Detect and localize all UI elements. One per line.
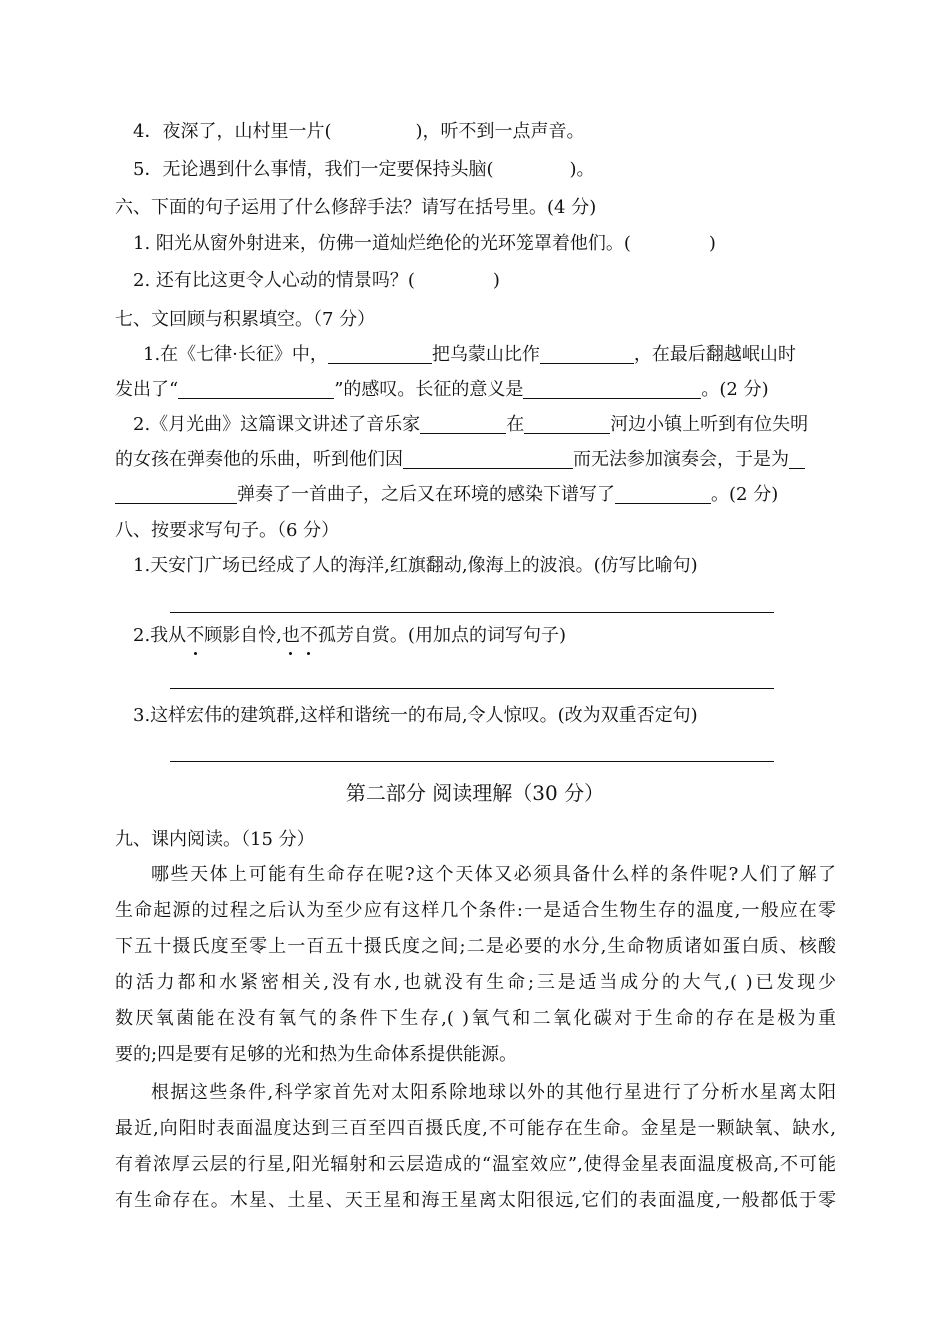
q7-2-text-f: 弹奏了一首曲子，之后又在环境的感染下谱写了 bbox=[237, 484, 615, 505]
q7-2-text-e: 而无法参加演奏会，于是为 bbox=[573, 449, 789, 470]
q6-1-text: 1. 阳光从窗外射进来，仿佛一道灿烂绝伦的光环笼罩着他们。( bbox=[133, 233, 631, 254]
q7-1-blank-2[interactable] bbox=[540, 343, 634, 364]
q6-2-close: ) bbox=[492, 270, 500, 291]
q7-2-blank-2[interactable] bbox=[524, 413, 610, 434]
answer-line-8-2[interactable] bbox=[170, 688, 774, 689]
answer-line-8-3[interactable] bbox=[170, 761, 774, 762]
q5-5-text-end: )。 bbox=[569, 159, 595, 180]
q5-4-text-end: )，听不到一点声音。 bbox=[415, 121, 585, 142]
q7-1-text-c: ，在最后翻越岷山时 bbox=[633, 344, 796, 365]
q7-2-text-b: 在 bbox=[506, 414, 525, 435]
q7-1-blank-4[interactable] bbox=[523, 378, 701, 399]
q8-2-text-a: 2.我从 bbox=[133, 625, 187, 646]
q7-1-text-b: 把乌蒙山比作 bbox=[431, 344, 540, 365]
q6-2-text: 2. 还有比这更令人心动的情景吗？( bbox=[133, 270, 415, 291]
passage-p2-line: 最近,向阳时表面温度达到三百至四百摄氏度,不可能存在生命。金星是一颗缺氧、缺水, bbox=[115, 1118, 836, 1139]
question-8-1: 1.天安门广场已经成了人的海洋,红旗翻动,像海上的波浪。(仿写比喻句) bbox=[133, 555, 698, 576]
q8-2-text-c: 孤芳自赏。(用加点的词写句子) bbox=[317, 625, 566, 646]
question-7-2-line2 bbox=[115, 447, 805, 473]
q7-2-score: 。(2 分) bbox=[711, 484, 779, 505]
emphasis-word-ye: 也 bbox=[282, 623, 300, 649]
q7-1-blank-1[interactable] bbox=[328, 343, 432, 364]
q7-1-score: 。(2 分) bbox=[701, 379, 769, 400]
section-7-heading: 七、文回顾与积累填空。（7 分） bbox=[115, 309, 376, 330]
question-7-2-line3 bbox=[115, 482, 778, 508]
q7-2-blank-5[interactable] bbox=[615, 483, 711, 504]
question-5-5 bbox=[133, 157, 595, 183]
passage-p1-line: 数厌氧菌能在没有氧气的条件下生存,( )氧气和二氧化碳对于生命的存在是极为重 bbox=[115, 1008, 836, 1029]
q7-1-text-e: ”的感叹。长征的意义是 bbox=[334, 379, 524, 400]
question-8-2 bbox=[133, 623, 566, 649]
passage-p2-line: 有生命存在。木星、土星、天王星和海王星离太阳很远,它们的表面温度,一般都低于零 bbox=[115, 1190, 836, 1211]
q7-1-text-a: 1.在《七律·长征》中， bbox=[143, 344, 328, 365]
q7-1-text-d: 发出了“ bbox=[115, 379, 179, 400]
q7-2-blank-4a[interactable] bbox=[789, 448, 805, 469]
q7-2-blank-1[interactable] bbox=[420, 413, 506, 434]
question-7-1-line2 bbox=[115, 377, 769, 403]
q7-2-text-d: 的女孩在弹奏他的乐曲，听到他们因 bbox=[115, 449, 403, 470]
q7-2-text-a: 2.《月光曲》这篇课文讲述了音乐家 bbox=[133, 414, 421, 435]
question-6-2 bbox=[133, 268, 500, 294]
q7-1-blank-3[interactable] bbox=[178, 378, 334, 399]
question-5-4 bbox=[133, 119, 585, 145]
part-2-title: 第二部分 阅读理解（30 分） bbox=[345, 781, 605, 805]
q8-2-text-b: 顾影自怜, bbox=[204, 625, 282, 646]
question-8-3: 3.这样宏伟的建筑群,这样和谐统一的布局,令人惊叹。(改为双重否定句) bbox=[133, 705, 698, 726]
passage-p1-line: 的活力都和水紧密相关,没有水,也就没有生命;三是适当成分的大气,( )已发现少 bbox=[115, 972, 836, 993]
emphasis-word-bu-1: 不 bbox=[186, 623, 204, 649]
q7-2-text-c: 河边小镇上听到有位失明 bbox=[610, 414, 809, 435]
question-7-1-line1 bbox=[143, 342, 796, 368]
passage-p1-line: 要的;四是要有足够的光和热为生命体系提供能源。 bbox=[115, 1044, 518, 1065]
passage-p1-line: 哪些天体上可能有生命存在呢?这个天体又必须具备什么样的条件呢?人们了解了 bbox=[151, 864, 836, 885]
section-9-heading: 九、课内阅读。（15 分） bbox=[115, 829, 315, 850]
emphasis-word-bu-2: 不 bbox=[300, 623, 318, 649]
q5-4-text: 4．夜深了，山村里一片( bbox=[133, 121, 332, 142]
passage-p2-line: 根据这些条件,科学家首先对太阳系除地球以外的其他行星进行了分析水星离太阳 bbox=[151, 1082, 836, 1103]
question-6-1 bbox=[133, 231, 716, 257]
passage-p2-line: 有着浓厚云层的行星,阳光辐射和云层造成的“温室效应”,使得金星表面温度极高,不可能 bbox=[115, 1154, 836, 1175]
q6-1-close: ) bbox=[708, 233, 716, 254]
q5-5-text: 5．无论遇到什么事情，我们一定要保持头脑( bbox=[133, 159, 494, 180]
section-6-heading: 六、下面的句子运用了什么修辞手法？请写在括号里。(4 分) bbox=[115, 197, 597, 218]
passage-p1-line: 生命起源的过程之后认为至少应有这样几个条件:一是适合生物生存的温度,一般应在零 bbox=[115, 900, 836, 921]
section-8-heading: 八、按要求写句子。（6 分） bbox=[115, 520, 340, 541]
question-7-2-line1 bbox=[133, 412, 808, 438]
passage-p1-line: 下五十摄氏度至零上一百五十摄氏度之间;二是必要的水分,生命物质诸如蛋白质、核酸 bbox=[115, 936, 836, 957]
q7-2-blank-3[interactable] bbox=[403, 448, 573, 469]
q7-2-blank-4b[interactable] bbox=[115, 483, 237, 504]
answer-line-8-1[interactable] bbox=[170, 612, 774, 613]
